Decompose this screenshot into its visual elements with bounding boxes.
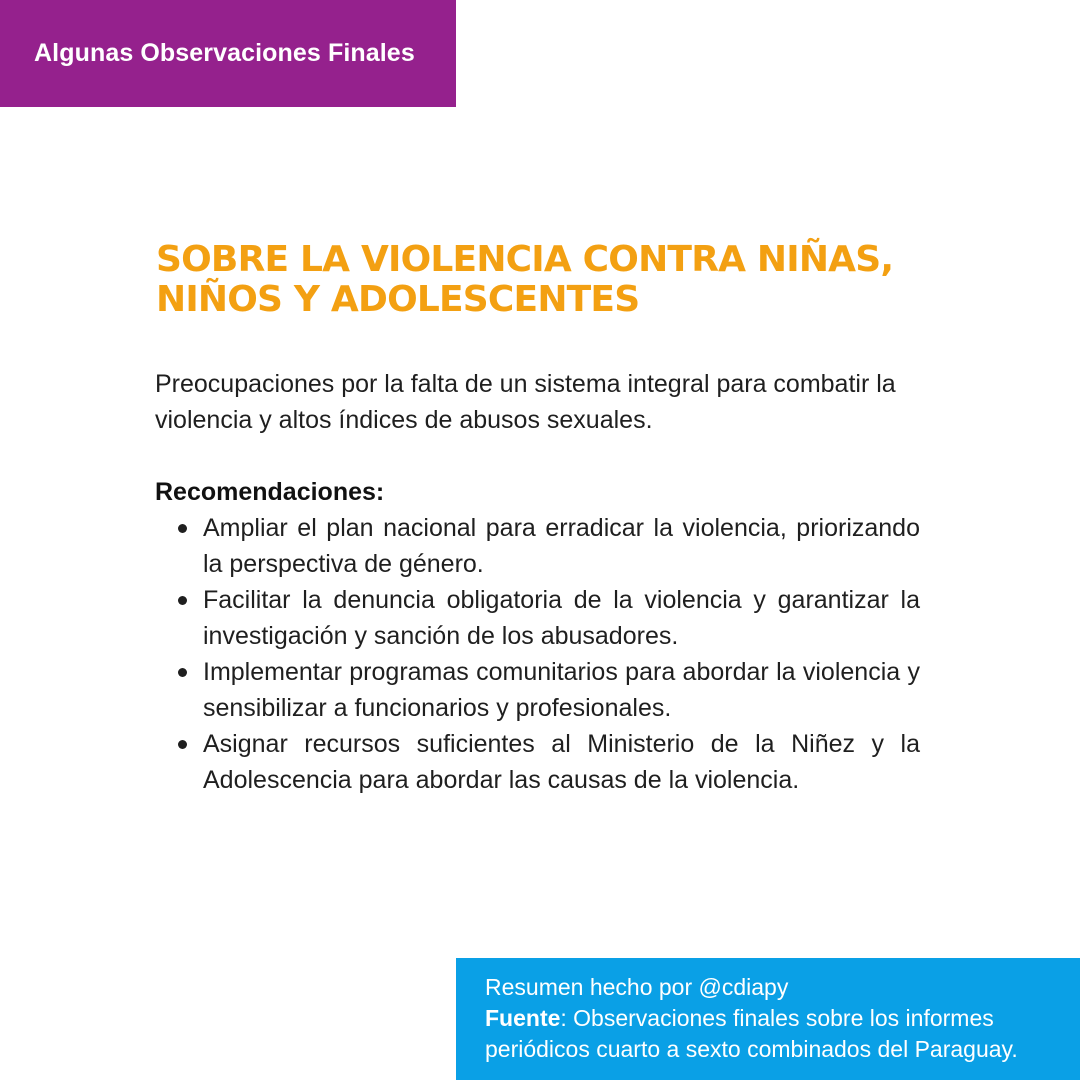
section-banner — [0, 0, 456, 107]
section-heading — [156, 240, 946, 320]
bullet-dot-icon — [178, 740, 187, 749]
recommendation-text: Implementar programas comunitarios para abordar la violencia y sensibilizar a funcionarios y profesionales. — [203, 658, 920, 722]
footer-source-text: : Observaciones finales sobre los informes periódicos cuarto a sexto combinados del Paraguay. — [485, 1005, 1018, 1062]
footer-source — [485, 1003, 1060, 1065]
recommendation-item — [155, 654, 920, 726]
heading-line-2: NIÑOS Y ADOLESCENTES — [156, 279, 640, 320]
bullet-dot-icon — [178, 596, 187, 605]
banner-title: Algunas Observaciones Finales — [34, 39, 415, 67]
recommendation-text: Ampliar el plan nacional para erradicar la violencia, priorizando la perspectiva de género. — [203, 514, 920, 578]
content-block — [155, 366, 920, 798]
intro-paragraph: Preocupaciones por la falta de un sistema integral para combatir la violencia y altos índices de abusos sexuales. — [155, 370, 896, 434]
recommendation-text: Asignar recursos suficientes al Ministerio de la Niñez y la Adolescencia para abordar las causas de la violencia. — [203, 730, 920, 794]
recommendations-title: Recomendaciones: — [155, 478, 385, 506]
footer-source-label: Fuente — [485, 1005, 561, 1031]
heading-line-1: SOBRE LA VIOLENCIA CONTRA NIÑAS, — [156, 239, 894, 280]
bullet-dot-icon — [178, 668, 187, 677]
recommendation-text: Facilitar la denuncia obligatoria de la violencia y garantizar la investigación y sanción de los abusadores. — [203, 586, 920, 650]
recommendations-list — [155, 510, 920, 798]
footer-box — [456, 958, 1080, 1080]
bullet-dot-icon — [178, 524, 187, 533]
footer-credit: Resumen hecho por @cdiapy — [485, 974, 789, 1000]
recommendation-item — [155, 510, 920, 582]
recommendation-item — [155, 582, 920, 654]
recommendation-item — [155, 726, 920, 798]
